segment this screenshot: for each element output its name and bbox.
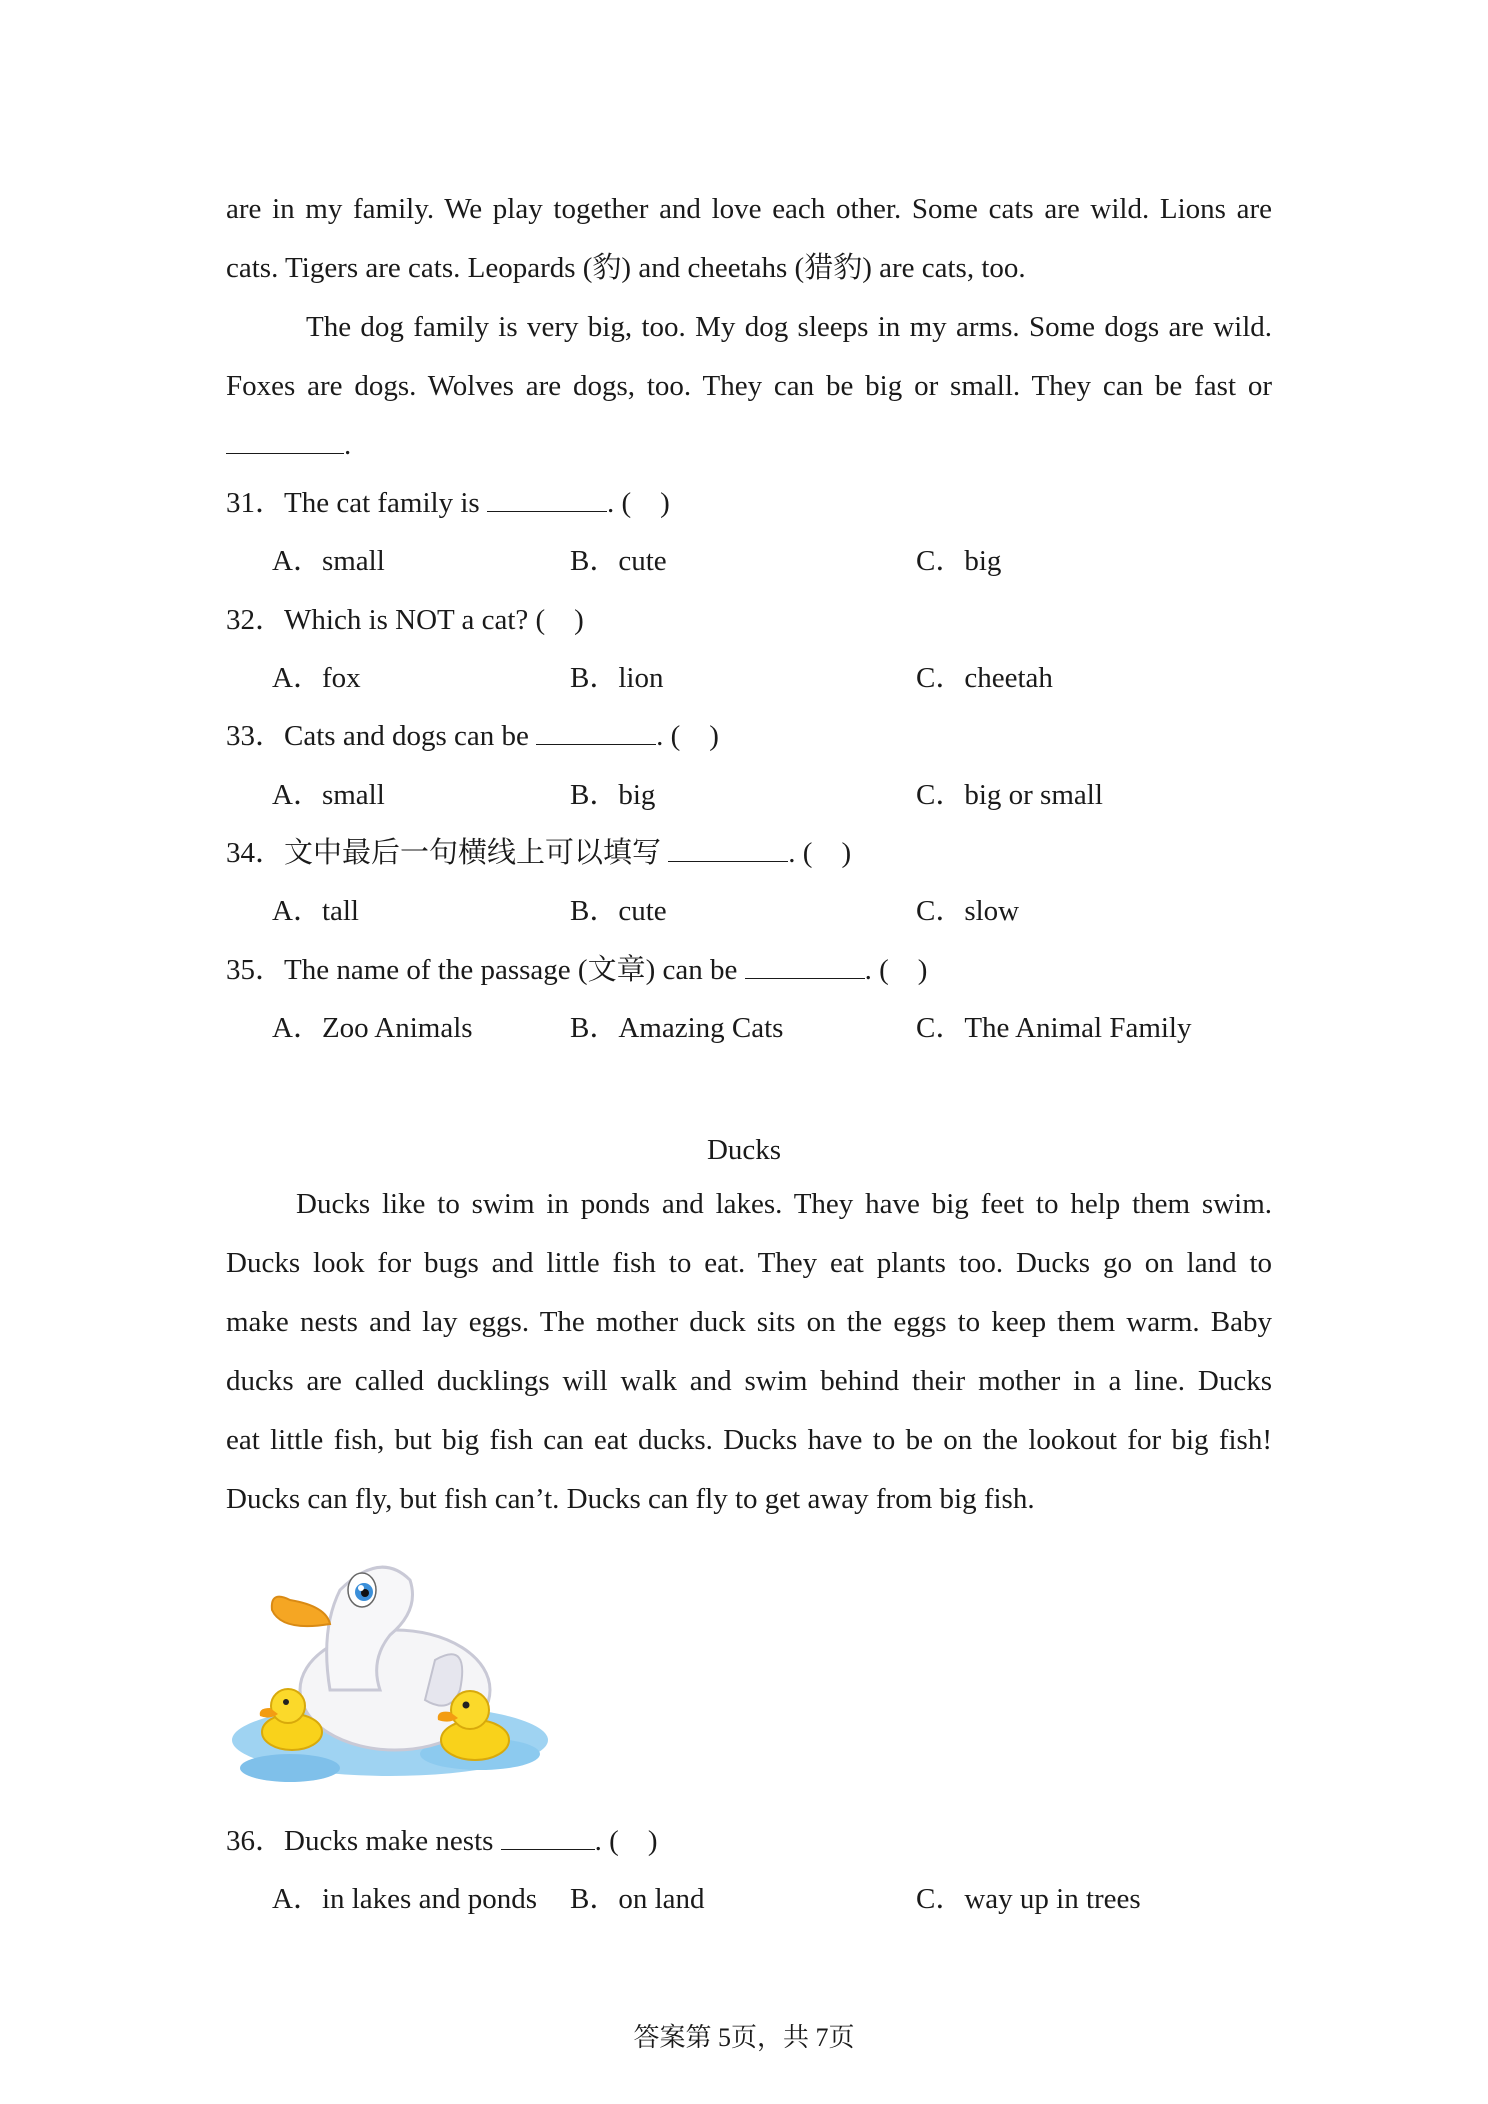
passage-dogs-cats	[226, 180, 1272, 475]
option-b[interactable]: B．lion	[570, 662, 664, 694]
option-c[interactable]: C．way up in trees	[916, 1883, 1141, 1915]
option-a[interactable]: A．Zoo Animals	[272, 1012, 473, 1044]
passage-line: Ducks like to swim in ponds and lakes. They have big feet to help them swim.	[296, 1188, 1272, 1220]
passage-line: cats. Tigers are cats. Leopards (豹) and cheetahs (猎豹) are cats, too.	[226, 252, 1026, 284]
passage-line: Ducks can fly, but fish can’t. Ducks can fly to get away from big fish.	[226, 1483, 1035, 1515]
passage-line: Foxes are dogs. Wolves are dogs, too. They can be big or small. They can be fast or	[226, 370, 1272, 402]
option-c[interactable]: C．big	[916, 545, 1002, 577]
page-footer: 答案第 5页，共 7页	[633, 2023, 855, 2052]
option-c[interactable]: C．big or small	[916, 779, 1103, 811]
option-a[interactable]: A．fox	[272, 662, 361, 694]
option-b[interactable]: B．Amazing Cats	[570, 1012, 784, 1044]
answer-blank	[487, 487, 607, 512]
answer-blank	[668, 837, 788, 862]
question-31: 31．The cat family is . ( )	[226, 487, 670, 519]
option-b[interactable]: B．cute	[570, 895, 667, 927]
option-c[interactable]: C．cheetah	[916, 662, 1053, 694]
question-33: 33．Cats and dogs can be . ( )	[226, 720, 719, 752]
answer-blank	[226, 429, 344, 454]
question-35: 35．The name of the passage (文章) can be . ( )	[226, 954, 928, 986]
passage-title: Ducks	[706, 1134, 782, 1166]
question-34: 34．文中最后一句横线上可以填写 . ( )	[226, 837, 852, 869]
passage-line: make nests and lay eggs. The mother duck sits on the eggs to keep them warm. Baby	[226, 1306, 1272, 1338]
passage-line: The dog family is very big, too. My dog sleeps in my arms. Some dogs are wild.	[306, 311, 1272, 343]
answer-blank	[536, 720, 656, 745]
passage-line: are in my family. We play together and love each other. Some cats are wild. Lions are	[226, 193, 1272, 225]
option-b[interactable]: B．cute	[570, 545, 667, 577]
option-c[interactable]: C．slow	[916, 895, 1020, 927]
option-b[interactable]: B．on land	[570, 1883, 705, 1915]
option-a[interactable]: A．in lakes and ponds	[272, 1883, 537, 1915]
option-b[interactable]: B．big	[570, 779, 656, 811]
passage-line: Ducks look for bugs and little fish to eat. They eat plants too. Ducks go on land to	[226, 1247, 1272, 1279]
mother-duck-with-ducklings-illustration	[230, 1540, 560, 1795]
question-36: 36．Ducks make nests . ( )	[226, 1825, 658, 1857]
option-a[interactable]: A．small	[272, 779, 385, 811]
option-a[interactable]: A．tall	[272, 895, 359, 927]
answer-blank	[501, 1825, 595, 1850]
passage-ducks	[226, 1175, 1272, 1529]
passage-line: eat little fish, but big fish can eat ducks. Ducks have to be on the lookout for big fish!	[226, 1424, 1272, 1456]
passage-line: .	[226, 416, 1272, 475]
passage-line: ducks are called ducklings will walk and swim behind their mother in a line. Ducks	[226, 1365, 1272, 1397]
question-32: 32．Which is NOT a cat? ( )	[226, 604, 584, 636]
option-a[interactable]: A．small	[272, 545, 385, 577]
option-c[interactable]: C．The Animal Family	[916, 1012, 1192, 1044]
answer-blank	[745, 954, 865, 979]
